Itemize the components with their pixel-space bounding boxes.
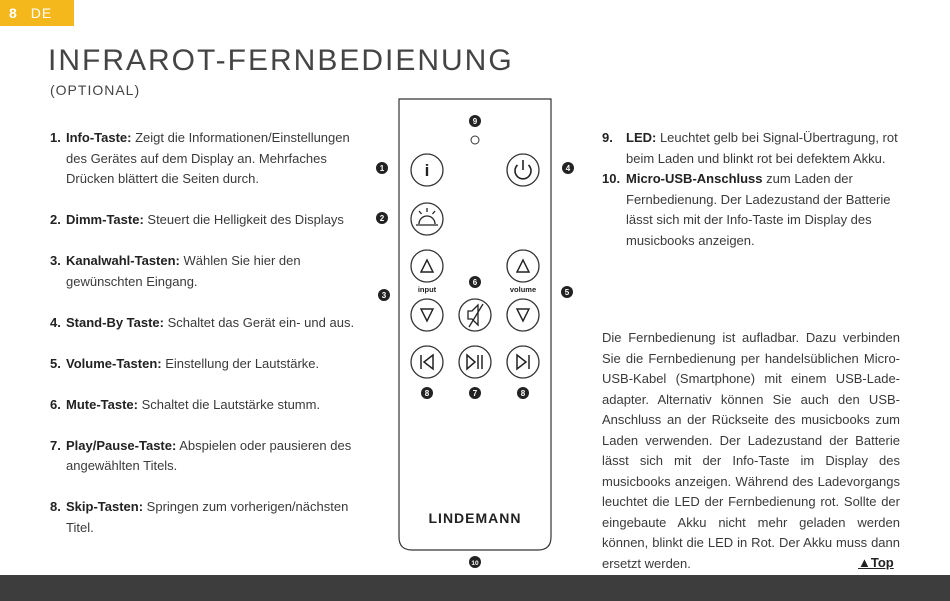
callout-7 [469, 387, 481, 399]
skip-forward-button [507, 346, 539, 378]
item-desc: Abspielen oder pausieren des angewählten Titels. [66, 437, 352, 473]
volume-down-button [507, 299, 539, 331]
page-subtitle: (OPTIONAL) [50, 82, 141, 98]
page-title: INFRAROT-FERNBEDIENUNG [48, 44, 514, 77]
item-desc: Schaltet das Gerät ein- und aus. [164, 314, 355, 330]
item-term: Micro-USB-Anschluss [626, 171, 763, 186]
led-indicator [471, 136, 479, 144]
item-term: Kanalwahl-Tasten: [66, 253, 180, 268]
item-number: 2. [50, 212, 61, 227]
input-label: input [417, 285, 437, 294]
callout-3 [378, 289, 390, 301]
item-number: 3. [50, 253, 61, 268]
item-term: Stand-By Taste: [66, 314, 164, 330]
svg-text:5: 5 [564, 288, 570, 297]
standby-button [507, 154, 539, 186]
volume-up-button [507, 250, 539, 282]
list-item [50, 395, 370, 416]
svg-text:4: 4 [565, 164, 571, 173]
callout-10 [469, 556, 481, 568]
info-button [411, 154, 443, 186]
list-item [50, 128, 370, 190]
item-term: Mute-Taste: [66, 396, 138, 412]
item-desc: Springen zum vorherigen/nächsten Titel. [66, 499, 349, 535]
remote-control-diagram [372, 96, 582, 574]
svg-text:3: 3 [381, 291, 387, 300]
list-item [50, 436, 370, 477]
play-pause-button [459, 346, 491, 378]
item-desc: Leuchtet gelb bei Signal-Übertragung, rot beim Laden und blinkt rot bei defektem Akku. [626, 130, 898, 166]
svg-text:8: 8 [520, 389, 526, 398]
item-number: 8. [50, 499, 61, 514]
dim-button [411, 203, 443, 235]
input-up-button [411, 250, 443, 282]
list-item [50, 313, 370, 334]
list-item [50, 354, 370, 375]
item-number: 5. [50, 355, 61, 371]
feature-list-right [602, 128, 902, 251]
charging-paragraph: Die Fernbedienung ist aufladbar. Dazu verbinden Sie die Fernbedienung per handelsüblichen Micro-USB-Kabel (Smartphone) mit einem USB-Lade-adapter. Alternativ können Sie auch den USB-Anschluss an der Rückseite des musicbooks zum Laden verwenden. Der Ladezustand der Batterie lässt sich mit der Info-Taste im Display des musicbooks anzeigen. Während des Ladevorgangs leuchtet die LED der Fernbedienung rot. Sollte der eingebaute Akku nicht mehr geladen werden können, blinkt die LED in Rot. Der Akku muss dann ersetzt werden. [602, 330, 900, 571]
item-number: 7. [50, 437, 61, 453]
callout-8-left [421, 387, 433, 399]
item-number: 1. [50, 130, 61, 145]
callout-9 [469, 115, 481, 127]
item-term: Dimm-Taste: [66, 212, 144, 227]
item-number: 6. [50, 396, 61, 412]
item-number: 4. [50, 314, 61, 330]
list-item [602, 128, 902, 169]
svg-text:1: 1 [379, 164, 385, 173]
svg-text:10: 10 [471, 560, 479, 567]
list-item [50, 210, 370, 231]
brand-logo: LINDEMANN [428, 510, 522, 526]
language-code: DE [30, 5, 53, 21]
back-to-top-link[interactable]: ▲Top [858, 555, 894, 570]
item-term: Volume-Tasten: [66, 355, 162, 371]
item-desc: Einstellung der Lautstärke. [161, 355, 320, 371]
item-desc: zum Laden der Fernbedienung. Der Ladezustand der Batterie lässt sich mit der Info-Taste im Display des musicbooks anzeigen. [626, 171, 891, 248]
svg-text:6: 6 [472, 278, 478, 287]
item-number: 10. [602, 171, 621, 186]
item-term: Skip-Tasten: [66, 499, 144, 514]
feature-list-left [50, 128, 370, 559]
callout-5 [561, 286, 573, 298]
item-desc: Schaltet die Lautstärke stumm. [137, 396, 321, 412]
info-glyph: i [424, 161, 430, 180]
svg-text:8: 8 [424, 389, 430, 398]
input-down-button [411, 299, 443, 331]
callout-1 [376, 162, 388, 174]
item-desc: Wählen Sie hier den gewünschten Eingang. [66, 253, 301, 289]
item-desc: Steuert die Helligkeit des Displays [143, 212, 344, 227]
item-desc: Zeigt die Informationen/Einstellungen des Gerätes auf dem Display an. Mehrfaches Drücken blättert die Seiten durch. [66, 130, 350, 186]
footer-bar [0, 575, 950, 601]
svg-text:2: 2 [379, 214, 385, 223]
item-term: LED: [626, 130, 657, 145]
page-number: 8 [9, 5, 17, 21]
item-term: Play/Pause-Taste: [66, 437, 177, 453]
list-item [50, 251, 370, 292]
callout-2 [376, 212, 388, 224]
volume-label: volume [509, 285, 537, 294]
callout-6 [469, 276, 481, 288]
svg-text:9: 9 [472, 117, 478, 126]
item-term: Info-Taste: [66, 130, 132, 145]
item-number: 9. [602, 130, 613, 145]
svg-text:7: 7 [472, 389, 478, 398]
callout-4 [562, 162, 574, 174]
mute-button [459, 299, 491, 331]
list-item [602, 169, 902, 251]
page-tab [0, 0, 74, 26]
callout-8-right [517, 387, 529, 399]
list-item [50, 497, 370, 538]
skip-back-button [411, 346, 443, 378]
